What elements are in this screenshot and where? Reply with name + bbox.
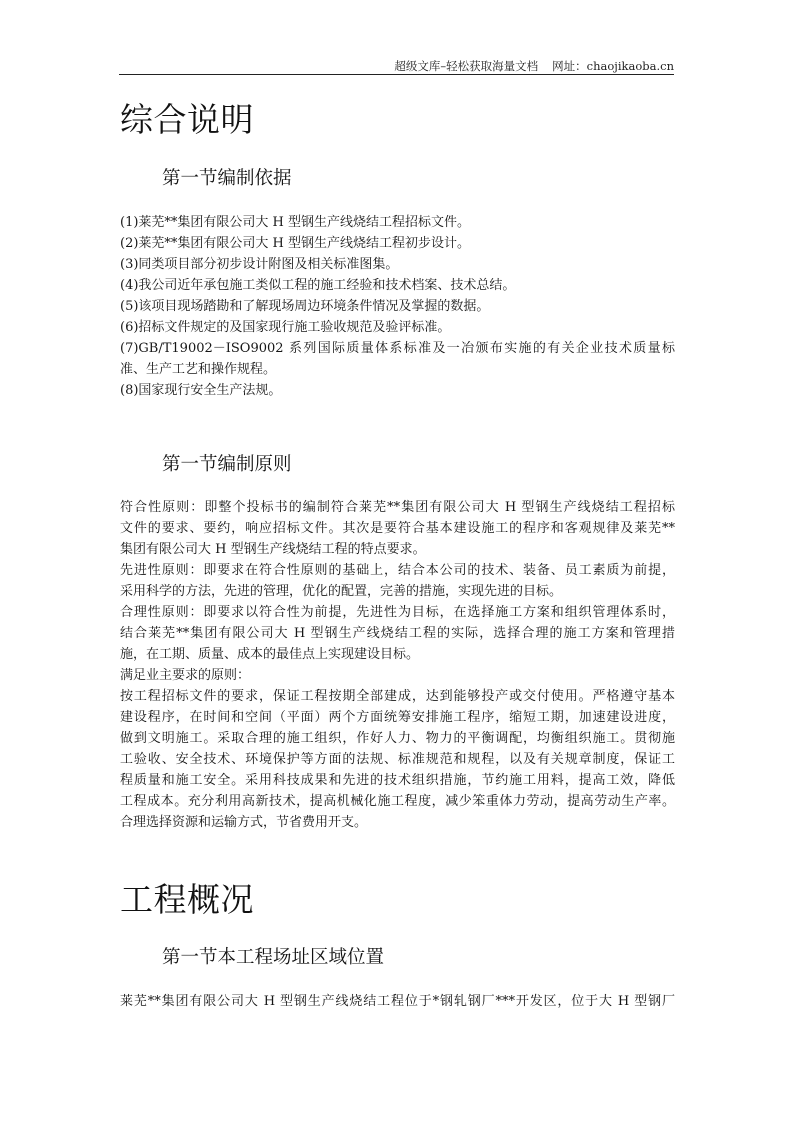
basis-line: (1)莱芜**集团有限公司大 H 型钢生产线烧结工程招标文件。 bbox=[120, 215, 471, 230]
principles-line: 做到文明施工。采取合理的施工组织，作好人力、物力的平衡调配，均衡组织施工。贯彻施 bbox=[120, 731, 675, 746]
basis-line: (5)该项目现场踏勘和了解现场周边环境条件情况及掌握的数据。 bbox=[120, 299, 490, 314]
section-title-general: 综合说明 bbox=[120, 100, 254, 139]
principles-line: 满足业主要求的原则： bbox=[120, 668, 251, 683]
principles-line: 程质量和施工安全。采用科技成果和先进的技术组织措施，节约施工用料，提高工效，降低 bbox=[120, 773, 675, 788]
principles-line: 先进性原则：即要求在符合性原则的基础上，结合本公司的技术、装备、员工素质为前提， bbox=[120, 563, 675, 578]
page-header bbox=[394, 58, 674, 74]
principles-line: 按工程招标文件的要求，保证工程按期全部建成，达到能够投产或交付使用。严格遵守基本 bbox=[120, 689, 675, 704]
principles-line: 合理性原则：即要求以符合性为前提，先进性为目标，在选择施工方案和组织管理体系时， bbox=[120, 605, 675, 620]
principles-line: 文件的要求、要约，响应招标文件。其次是要符合基本建设施工的程序和客观规律及莱芜** bbox=[120, 521, 675, 536]
principles-line: 采用科学的方法，先进的管理，优化的配置，完善的措施，实现先进的目标。 bbox=[120, 584, 563, 599]
basis-line: (3)同类项目部分初步设计附图及相关标准图集。 bbox=[120, 257, 399, 272]
header-site-url: 网址：chaojikaoba.cn bbox=[552, 59, 674, 73]
principles-line: 结合莱芜**集团有限公司大 H 型钢生产线烧结工程的实际，选择合理的施工方案和管理措 bbox=[120, 626, 675, 641]
principles-line: 建设程序，在时间和空间（平面）两个方面统筹安排施工程序，缩短工期，加速建设进度， bbox=[120, 710, 675, 725]
subsection-title-principles: 第一节编制原则 bbox=[162, 454, 292, 475]
header-divider bbox=[119, 74, 674, 75]
subsection-title-site-location: 第一节本工程场址区域位置 bbox=[162, 947, 385, 968]
basis-line: (2)莱芜**集团有限公司大 H 型钢生产线烧结工程初步设计。 bbox=[120, 236, 471, 251]
basis-line: (6)招标文件规定的及国家现行施工验收规范及验评标准。 bbox=[120, 320, 451, 335]
principles-line: 集团有限公司大 H 型钢生产线烧结工程的特点要求。 bbox=[120, 542, 426, 557]
basis-line: (4)我公司近年承包施工类似工程的施工经验和技术档案、技术总结。 bbox=[120, 278, 516, 293]
basis-line: (8)国家现行安全生产法规。 bbox=[120, 383, 282, 398]
header-library-name: 超级文库–轻松获取海量文档 bbox=[394, 59, 539, 73]
principles-line: 符合性原则：即整个投标书的编制符合莱芜**集团有限公司大 H 型钢生产线烧结工程招标 bbox=[120, 500, 675, 515]
principles-line: 工程成本。充分利用高新技术，提高机械化施工程度，减少笨重体力劳动，提高劳动生产率。 bbox=[120, 794, 675, 809]
principles-line: 工验收、安全技术、环境保护等方面的法规、标准规范和规程，以及有关规章制度，保证工 bbox=[120, 752, 675, 767]
principles-line: 施，在工期、质量、成本的最佳点上实现建设目标。 bbox=[120, 647, 420, 662]
basis-line: (7)GB/T19002－ISO9002 系列国际质量体系标准及一冶颁布实施的有关企业技术质量标 bbox=[120, 341, 675, 356]
principles-line: 合理选择资源和运输方式，节省费用开支。 bbox=[120, 815, 368, 830]
subsection-title-basis: 第一节编制依据 bbox=[162, 168, 292, 189]
basis-line: 准、生产工艺和操作规程。 bbox=[120, 362, 277, 377]
site-location-line: 莱芜**集团有限公司大 H 型钢生产线烧结工程位于*钢轧钢厂***开发区，位于大 H 型钢厂 bbox=[120, 994, 675, 1009]
section-title-overview: 工程概况 bbox=[120, 880, 254, 919]
